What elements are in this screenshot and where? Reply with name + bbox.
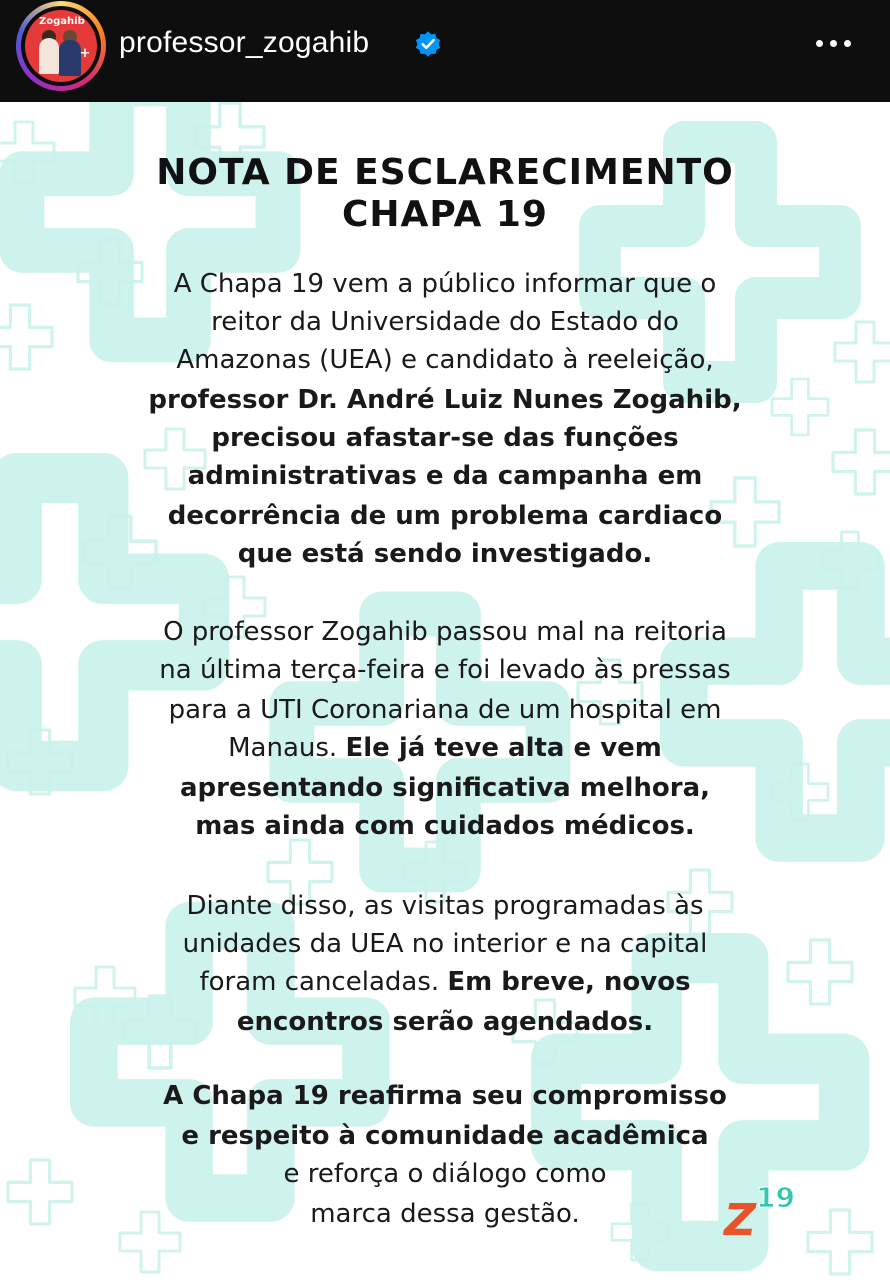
avatar[interactable]	[25, 10, 97, 82]
p1-line-bold: administrativas e da campanha em	[187, 461, 703, 491]
p2-line: na última terça-feira e foi levado às pressas	[159, 655, 731, 685]
p2-line: O professor Zogahib passou mal na reitoria	[163, 617, 727, 647]
p1-line-bold: professor Dr. André Luiz Nunes Zogahib,	[148, 385, 742, 415]
avatar-plus-badge: +	[79, 46, 91, 61]
p2-line-bold: apresentando significativa melhora,	[179, 773, 711, 803]
p4-line: e reforça o diálogo como	[283, 1159, 607, 1189]
p4-line-bold: A Chapa 19 reafirma seu compromisso	[163, 1081, 727, 1111]
p1-line: A Chapa 19 vem a público informar que o	[173, 269, 717, 299]
avatar-brand-text: Zogahib	[39, 16, 85, 27]
p2-line-bold: mas ainda com cuidados médicos.	[195, 811, 695, 841]
p1-line-bold: que está sendo investigado.	[237, 539, 653, 569]
story-ring[interactable]	[16, 1, 106, 91]
post-header	[0, 0, 890, 102]
chapa-19-logo	[722, 1177, 798, 1239]
p1-line: Amazonas (UEA) e candidato à reeleição,	[176, 345, 714, 375]
p1-line-bold: precisou afastar-se das funções	[211, 423, 679, 453]
announcement-text	[0, 102, 890, 1280]
p3-line-mixed: foram canceladas. Em breve, novos	[199, 967, 691, 997]
p3-line: Diante disso, as visitas programadas às	[186, 891, 704, 921]
logo-number: 19	[756, 1181, 795, 1214]
p3-line-bold: encontros serão agendados.	[236, 1007, 654, 1037]
p3-line: unidades da UEA no interior e na capital	[182, 929, 708, 959]
p1-line: reitor da Universidade do Estado do	[211, 307, 679, 337]
title-line-1: NOTA DE ESCLARECIMENTO	[156, 152, 734, 193]
p4-line: marca dessa gestão.	[310, 1199, 580, 1229]
post-image[interactable]	[0, 102, 890, 1280]
title-line-2: CHAPA 19	[342, 194, 548, 235]
p4-line-bold: e respeito à comunidade acadêmica	[181, 1121, 709, 1151]
username-link[interactable]: professor_zogahib	[119, 26, 370, 59]
more-options-icon[interactable]	[816, 30, 864, 56]
logo-letter: Z	[724, 1195, 756, 1239]
p2-line: para a UTI Coronariana de um hospital em	[168, 695, 722, 725]
p2-line-mixed: Manaus. Ele já teve alta e vem	[228, 733, 662, 763]
verified-badge-icon	[414, 30, 442, 58]
p1-line-bold: decorrência de um problema cardiaco	[167, 501, 723, 531]
